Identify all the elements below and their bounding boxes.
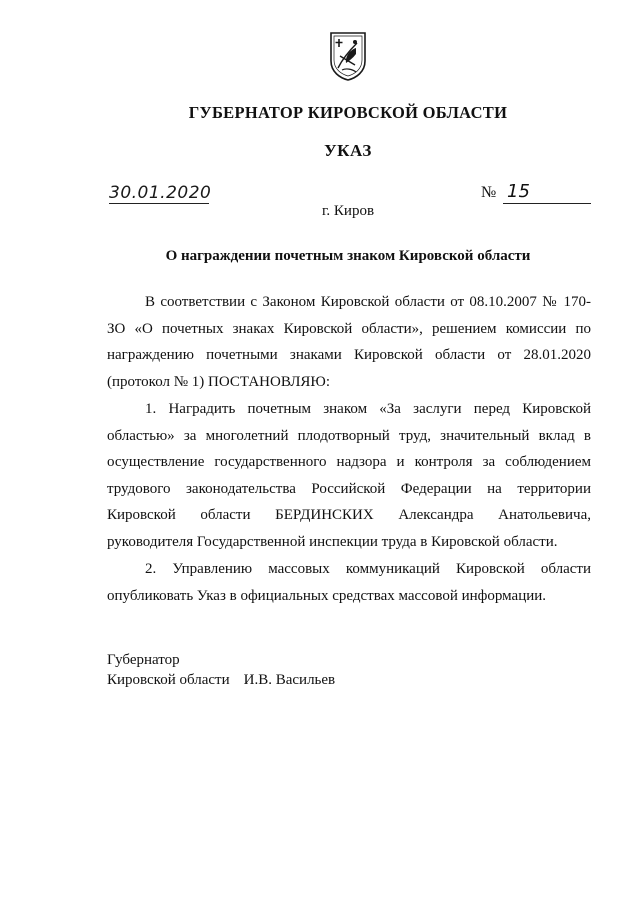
document-body [107,289,591,609]
handwritten-number: 15 [507,181,530,202]
signatory-name: И.В. Васильев [243,672,336,688]
kirov-region-coat-of-arms-icon [328,30,368,82]
city-label: г. Киров [321,203,375,219]
paragraph-item-2: 2. Управлению массовых коммуникаций Кировской области опубликовать Указ в официальных средствах массовой информации. [107,561,591,604]
signature-position-line2: Кировской области [107,672,230,688]
paragraph-preamble: В соответствии с Законом Кировской области от 08.10.2007 № 170-ЗО «О почетных знаках Кировской области», решением комиссии по награждению почетными знаками Кировской области от 28.01.2020 (протокол № 1) ПОСТАНОВЛЯЮ: [107,294,591,390]
signature-block [107,650,335,690]
handwritten-date: 30.01.2020 [109,183,212,203]
number-sign: № [481,184,497,201]
paragraph-item-1: 1. Наградить почетным знаком «За заслуги перед Кировской областью» за многолетний плодотворный труд, значительный вклад в осуществление государственного надзора и контроля за соблюдением трудового законодательства Российской Федерации на территории Кировской области БЕРДИНСКИХ Александра Анатольевича, руководителя Государственной инспекции труда в Кировской области. [107,401,591,550]
organization-heading: ГУБЕРНАТОР КИРОВСКОЙ ОБЛАСТИ [188,103,508,122]
document-type-heading: УКАЗ [324,141,372,160]
document-title: О награждении почетным знаком Кировской области [165,248,531,264]
signature-position-line1: Губернатор [107,652,180,668]
